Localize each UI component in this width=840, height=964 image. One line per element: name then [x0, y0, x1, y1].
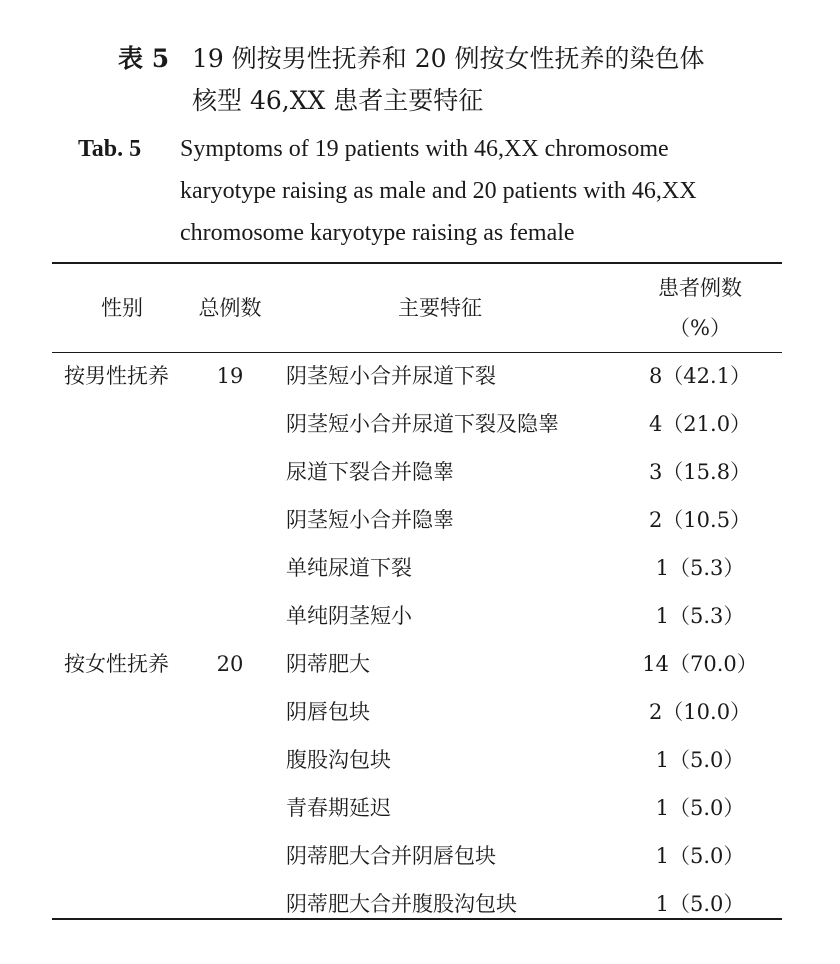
- cell-sex: 按男性抚养: [64, 364, 169, 388]
- cell-feature: 阴茎短小合并尿道下裂及隐睾: [286, 412, 559, 436]
- cell-count: 1（5.0）: [655, 844, 745, 868]
- cell-total: 20: [216, 652, 244, 676]
- header-count-unit: （%）: [669, 316, 731, 340]
- cell-feature: 单纯尿道下裂: [286, 556, 412, 580]
- table-row: [0, 736, 840, 784]
- caption-en-text3: chromosome karyotype raising as female: [180, 220, 575, 246]
- cell-feature: 阴蒂肥大: [286, 652, 370, 676]
- table-row: [0, 496, 840, 544]
- cell-feature: 尿道下裂合并隐睾: [286, 460, 454, 484]
- cell-feature: 阴蒂肥大合并阴唇包块: [286, 844, 496, 868]
- header-count: 患者例数: [658, 276, 742, 300]
- caption-english: [78, 128, 798, 254]
- table-row: [0, 832, 840, 880]
- cell-count: 2（10.5）: [648, 508, 752, 532]
- cell-feature: 腹股沟包块: [286, 748, 391, 772]
- caption-cn-text1: 19 例按男性抚养和 20 例按女性抚养的染色体: [192, 44, 705, 73]
- table-row: [0, 400, 840, 448]
- cell-sex: 按女性抚养: [64, 652, 169, 676]
- table-row: [0, 640, 840, 688]
- cell-count: 1（5.0）: [655, 892, 745, 916]
- table-row: [0, 448, 840, 496]
- cell-feature: 阴茎短小合并尿道下裂: [286, 364, 496, 388]
- table-row: [0, 880, 840, 928]
- cell-count: 1（5.3）: [655, 604, 745, 628]
- caption-cn-line1: [118, 38, 798, 80]
- caption-en-text1: Symptoms of 19 patients with 46,XX chromosome: [180, 136, 669, 162]
- cell-count: 1（5.0）: [655, 796, 745, 820]
- caption-en-label: Tab. 5: [78, 136, 142, 162]
- table-bottom-rule: [52, 918, 782, 920]
- caption-cn-text2: 核型 46,XX 患者主要特征: [192, 86, 484, 115]
- cell-count: 2（10.0）: [648, 700, 752, 724]
- cell-feature: 阴茎短小合并隐睾: [286, 508, 454, 532]
- cell-feature: 阴蒂肥大合并腹股沟包块: [286, 892, 517, 916]
- cell-feature: 阴唇包块: [286, 700, 370, 724]
- cell-count: 4（21.0）: [648, 412, 752, 436]
- caption-chinese: [118, 38, 798, 122]
- cell-count: 3（15.8）: [648, 460, 752, 484]
- header-total: 总例数: [198, 296, 262, 320]
- table-row: [0, 592, 840, 640]
- cell-total: 19: [216, 364, 244, 388]
- caption-en-line1: [78, 128, 798, 170]
- cell-feature: 单纯阴茎短小: [286, 604, 412, 628]
- cell-count: 1（5.0）: [655, 748, 745, 772]
- caption-en-text2: karyotype raising as male and 20 patients with 46,XX: [180, 178, 697, 204]
- header-feature: 主要特征: [398, 296, 482, 320]
- table-row: [0, 544, 840, 592]
- cell-count: 14（70.0）: [642, 652, 758, 676]
- cell-feature: 青春期延迟: [286, 796, 391, 820]
- table-row: [0, 784, 840, 832]
- caption-cn-label: 表 5: [118, 44, 170, 73]
- table-top-rule: [52, 262, 782, 264]
- header-sex: 性别: [101, 296, 143, 320]
- cell-count: 1（5.3）: [655, 556, 745, 580]
- table-row: [0, 688, 840, 736]
- table-row: [0, 352, 840, 400]
- cell-count: 8（42.1）: [648, 364, 752, 388]
